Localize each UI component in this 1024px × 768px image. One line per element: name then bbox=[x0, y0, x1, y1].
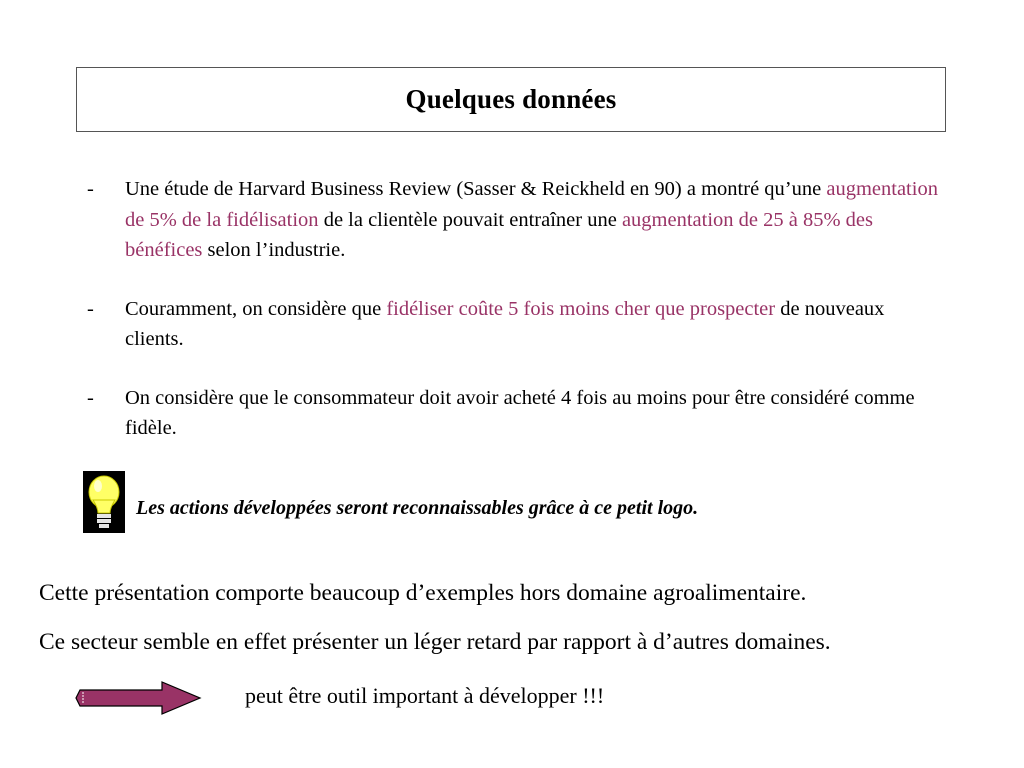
bullet-item bbox=[87, 383, 947, 444]
bullet-highlight: augmentation de 25 à 85% des bénéfices bbox=[125, 208, 874, 261]
paragraph-sector: Ce secteur semble en effet présenter un léger retard par rapport à d’autres domaines. bbox=[39, 629, 831, 655]
bullet-text bbox=[125, 178, 938, 261]
bullet-item bbox=[87, 174, 947, 266]
bullet-dash: - bbox=[87, 178, 94, 200]
bullet-text bbox=[125, 387, 915, 440]
right-arrow-icon bbox=[72, 680, 202, 716]
logo-note: Les actions développées seront reconnaissables grâce à ce petit logo. bbox=[136, 497, 699, 519]
bullet-dash: - bbox=[87, 386, 94, 409]
bullet-text-segment: de la clientèle pouvait entraîner une bbox=[318, 208, 622, 231]
bullet-text-segment: Couramment, on considère que bbox=[125, 297, 387, 320]
paragraph-examples: Cette présentation comporte beaucoup d’exemples hors domaine agroalimentaire. bbox=[39, 580, 807, 606]
bullet-text-segment: selon l’industrie. bbox=[202, 239, 346, 261]
bullet-text-segment: On considère que le consommateur doit avoir acheté 4 fois au moins pour être considéré comme fidèle. bbox=[125, 386, 915, 439]
lightbulb-graphic bbox=[83, 471, 125, 533]
title-box bbox=[76, 67, 946, 132]
lightbulb-icon bbox=[83, 471, 125, 533]
bullet-list bbox=[87, 174, 947, 472]
bullet-text bbox=[125, 298, 884, 351]
bullet-text-segment: Une étude de Harvard Business Review (Sasser & Reickheld en 90) a montré qu’une bbox=[125, 178, 827, 200]
page-title: Quelques données bbox=[405, 84, 617, 114]
bullet-highlight: fidéliser coûte 5 fois moins cher que prospecter bbox=[386, 297, 776, 320]
bullet-highlight: augmentation de 5% de la fidélisation bbox=[125, 178, 938, 231]
paragraph-tool: peut être outil important à développer !!! bbox=[245, 683, 605, 708]
bullet-dash: - bbox=[87, 297, 94, 320]
bullet-text-segment: de nouveaux clients. bbox=[125, 297, 885, 350]
bullet-item bbox=[87, 294, 947, 355]
